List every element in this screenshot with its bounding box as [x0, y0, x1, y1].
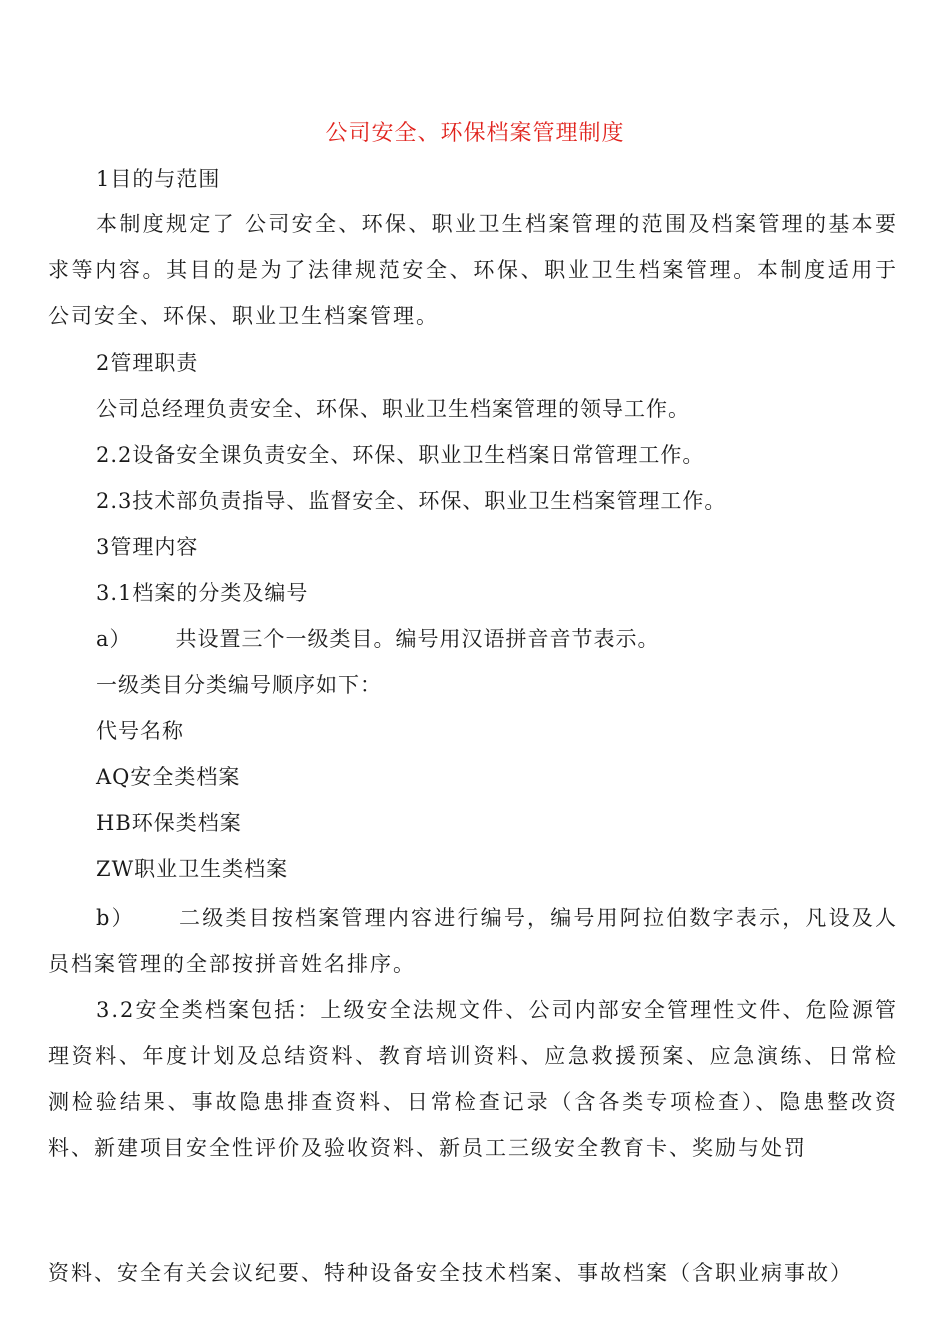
list-text-b: 二级类目按档案管理内容进行编号，编号用阿拉伯数字表示，凡设及人员档案管理的全部按拼音姓名排序。: [48, 906, 898, 976]
section-3-heading: 3管理内容: [96, 535, 199, 559]
code-row-hb: HB环保类档案: [96, 811, 242, 835]
document-title: 公司安全、环保档案管理制度: [325, 121, 625, 146]
list-marker-b: b）: [96, 906, 135, 930]
code-row-aq: AQ安全类档案: [96, 765, 241, 789]
list-item-a: [96, 624, 660, 654]
section-3-1-heading: 3.1档案的分类及编号: [96, 581, 309, 605]
section-2-item-1: 公司总经理负责安全、环保、职业卫生档案管理的领导工作。: [96, 397, 690, 421]
section-1-body: 本制度规定了 公司安全、环保、职业卫生档案管理的范围及档案管理的基本要求等内容。其目的是为了法律规范安全、环保、职业卫生档案管理。本制度适用于 公司安全、环保、职业卫生档案管理。: [48, 212, 898, 328]
list-item-b: [48, 895, 898, 987]
list-marker-a: a）: [96, 627, 132, 651]
section-3-2-body: 3.2安全类档案包括：上级安全法规文件、公司内部安全管理性文件、危险源管理资料、年度计划及总结资料、教育培训资料、应急救援预案、应急演练、日常检测检验结果、事故隐患排查资料、日常检查记录（含各类专项检查）、隐患整改资料、新建项目安全性评价及验收资料、新员工三级安全教育卡、奖励与处罚: [48, 998, 898, 1160]
code-table-header: 代号名称: [96, 719, 184, 743]
list-text-a: 共设置三个一级类目。编号用汉语拼音音节表示。: [175, 627, 660, 651]
level-1-intro: 一级类目分类编号顺序如下：: [96, 673, 382, 697]
code-row-zw: ZW职业卫生类档案: [96, 857, 289, 881]
section-1-heading: 1目的与范围: [96, 167, 221, 191]
section-2-item-3: 2.3技术部负责指导、监督安全、环保、职业卫生档案管理工作。: [96, 489, 727, 513]
section-2-item-2: 2.2设备安全课负责安全、环保、职业卫生档案日常管理工作。: [96, 443, 705, 467]
section-2-heading: 2管理职责: [96, 351, 199, 375]
continuation-line: 资料、安全有关会议纪要、特种设备安全技术档案、事故档案（含职业病事故）: [48, 1261, 853, 1285]
